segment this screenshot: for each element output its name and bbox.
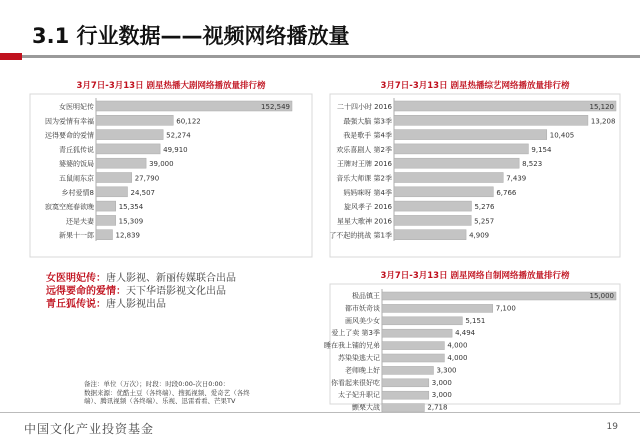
category-label: 乡村爱情8 — [61, 188, 94, 197]
note-row — [46, 272, 236, 285]
value-label: 4,000 — [447, 341, 468, 350]
value-label: 3,300 — [436, 366, 457, 375]
category-label: 老师晚上好 — [345, 366, 380, 375]
value-label: 5,276 — [474, 203, 495, 212]
category-label: 旋风孝子 2016 — [343, 203, 392, 212]
chart-bar — [382, 329, 452, 337]
note-row — [46, 285, 236, 298]
chart-title: 3月7日-3月13日 剧星网络自制网络播放量排行榜 — [380, 271, 570, 281]
chart-bar — [96, 115, 173, 125]
chart-bar — [382, 366, 433, 374]
value-label: 49,910 — [163, 145, 188, 154]
page-number: 19 — [606, 422, 618, 432]
chart-bar — [394, 101, 616, 111]
category-label: 极品镇王 — [352, 292, 380, 300]
category-label: 都市妖奇谈 — [345, 304, 380, 313]
footer-divider — [0, 412, 640, 413]
value-label: 7,100 — [495, 304, 516, 313]
chart-bar — [394, 144, 528, 154]
category-label: 因为爱情有幸福 — [45, 117, 94, 126]
chart-bar — [394, 230, 466, 240]
page-title: 3.1 行业数据——视频网络播放量 — [32, 24, 350, 48]
chart-title: 3月7日-3月13日 剧星热播综艺网络播放量排行榜 — [380, 81, 570, 91]
category-label: 音乐大师课 第2季 — [336, 174, 392, 183]
value-label: 27,790 — [134, 174, 160, 183]
chart-3 — [324, 270, 620, 413]
category-label: 我是歌手 第4季 — [343, 131, 392, 140]
note-row — [46, 298, 236, 311]
chart-title: 3月7日-3月13日 剧星热播大剧网络播放量排行榜 — [76, 81, 266, 91]
value-label: 24,507 — [130, 188, 155, 197]
category-label: 婆婆的饭局 — [59, 160, 94, 169]
value-label: 8,523 — [522, 160, 543, 169]
category-label: 寂寞空庭春欲晚 — [45, 203, 94, 212]
note-key: 远得要命的爱情： — [46, 286, 126, 297]
category-label: 爱上了卖 第3季 — [331, 329, 380, 338]
chart-bar — [382, 379, 429, 387]
note-value: 天下华语影视文化出品 — [126, 286, 226, 297]
value-label: 15,000 — [589, 292, 614, 300]
note-value: 唐人影视、新丽传媒联合出品 — [106, 273, 236, 284]
chart-bar — [394, 173, 503, 183]
value-label: 9,154 — [531, 145, 552, 154]
chart-bar — [394, 187, 493, 197]
value-label: 12,839 — [115, 231, 140, 240]
brand-logo-text: 中国文化产业投资基金 — [24, 422, 155, 436]
value-label: 3,000 — [431, 378, 452, 387]
value-label: 3,000 — [431, 391, 452, 400]
chart-bar — [96, 158, 146, 168]
value-label: 7,439 — [506, 174, 527, 183]
chart-bar — [382, 354, 444, 362]
note-key: 青丘狐传说： — [46, 299, 106, 310]
chart-2 — [329, 80, 620, 257]
value-label: 5,151 — [465, 316, 486, 325]
category-label: 王牌对王牌 2016 — [336, 160, 392, 169]
value-label: 4,000 — [447, 354, 468, 362]
category-label: 你看起来很好吃 — [331, 378, 380, 387]
chart-bar — [96, 215, 116, 225]
category-label: 太子妃升职记 — [338, 391, 380, 400]
producer-notes — [46, 272, 236, 311]
chart-bar — [96, 144, 160, 154]
chart-bar — [394, 130, 547, 140]
note-value: 唐人影视出品 — [106, 299, 166, 310]
chart-bar — [382, 292, 616, 300]
category-label: 远得要命的爱情 — [45, 131, 94, 140]
category-label: 还是夫妻 — [66, 217, 94, 226]
category-label: 颤栗大战 — [352, 403, 380, 412]
chart-bar — [394, 201, 471, 211]
chart-bar — [96, 130, 163, 140]
value-label: 4,494 — [455, 329, 476, 338]
chart-bar — [382, 304, 493, 312]
value-label: 39,000 — [149, 160, 174, 169]
chart-bar — [96, 201, 116, 211]
chart-bar — [96, 187, 127, 197]
category-label: 新果十一郎 — [59, 231, 94, 240]
value-label: 52,274 — [166, 131, 191, 140]
category-label: 星星大歌神 2016 — [336, 217, 392, 226]
note-key: 女医明妃传： — [46, 273, 106, 284]
chart-bar — [96, 173, 132, 183]
value-label: 15,354 — [118, 203, 144, 212]
value-label: 5,257 — [474, 217, 495, 226]
footnote — [84, 380, 250, 406]
value-label: 15,120 — [589, 103, 614, 111]
category-label: 最强大脑 第3季 — [343, 117, 392, 126]
category-label: 二十四小时 2016 — [336, 103, 392, 111]
chart-bar — [394, 215, 471, 225]
chart-bar — [96, 230, 112, 240]
chart-bar — [382, 342, 444, 350]
footnote-line: 备注：单位（万次）；时段：时段0:00-次日0:00： — [84, 380, 230, 388]
category-label: 女医明妃传 — [59, 103, 94, 111]
category-label: 青丘狐传说 — [59, 145, 94, 154]
value-label: 4,909 — [469, 231, 490, 240]
value-label: 2,718 — [427, 403, 448, 412]
category-label: 了不起的挑战 第1季 — [329, 231, 392, 240]
footnote-line: 端）、腾讯视频（各终端）、乐视、迅雷看看、芒果TV — [84, 397, 236, 405]
value-label: 13,208 — [590, 117, 616, 126]
chart-bar — [382, 317, 462, 325]
chart-bar — [394, 115, 588, 125]
value-label: 15,309 — [118, 217, 144, 226]
category-label: 妈妈咪呀 第4季 — [343, 188, 392, 197]
chart-bar — [382, 391, 429, 399]
chart-bar — [382, 404, 424, 412]
chart-bar — [394, 158, 519, 168]
category-label: 五鼠闹东京 — [59, 174, 94, 183]
category-label: 睡在我上铺的兄弟 — [324, 341, 380, 350]
value-label: 10,405 — [549, 131, 575, 140]
value-label: 152,549 — [261, 103, 290, 111]
footnote-line: 数据来源：优酷土豆（各终端）、搜狐视频、爱奇艺（各终 — [84, 388, 250, 397]
category-label: 苏染染逃大记 — [338, 354, 380, 362]
category-label: 欢乐喜剧人 第2季 — [336, 145, 392, 154]
value-label: 60,122 — [176, 117, 201, 126]
category-label: 画风美少女 — [345, 316, 380, 325]
chart-1 — [30, 80, 312, 257]
value-label: 6,766 — [496, 188, 517, 197]
